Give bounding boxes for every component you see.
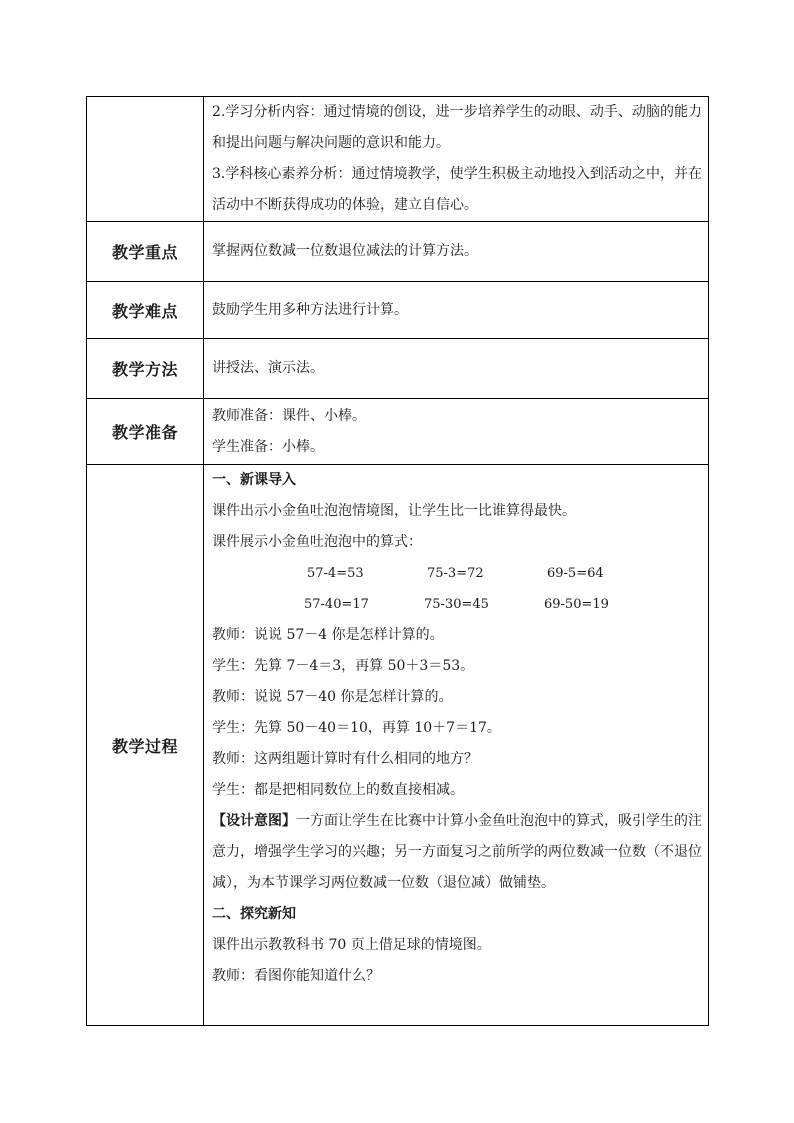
- analysis-line-2: 2.学习分析内容：通过情境的创设，进一步培养学生的动眼、动手、动脑的能力和提出问题与解决问题的意识和能力。: [212, 104, 702, 151]
- lesson-plan-table: [86, 96, 709, 1026]
- formula-row: [212, 558, 702, 589]
- formula: 69-5=64: [547, 566, 604, 581]
- analysis-cell: [204, 97, 709, 222]
- preparation-content: [204, 399, 709, 465]
- process-paragraph: 课件展示小金鱼吐泡泡中的算式：: [212, 534, 422, 550]
- section-heading-intro: 一、新课导入: [212, 472, 296, 488]
- dialogue-line: 教师：看图你能知道什么？: [212, 968, 380, 984]
- process-content: [204, 465, 709, 1026]
- method-content: 讲授法、演示法。: [204, 339, 709, 399]
- row-label-key-point: 教学重点: [87, 222, 204, 282]
- formula: 69-50=19: [544, 597, 609, 612]
- formula: 75-30=45: [424, 597, 489, 612]
- row-label-method: 教学方法: [87, 339, 204, 399]
- row-label-empty: [87, 97, 204, 222]
- design-intent-tag: 【设计意图】: [212, 813, 296, 829]
- section-heading-explore: 二、探究新知: [212, 906, 296, 922]
- design-intent-text: 一方面让学生在比赛中计算小金鱼吐泡泡中的算式，吸引学生的注意力，增强学生学习的兴趣；另一方面复习之前所学的两位数减一位数（不退位减），为本节课学习两位数减一位数（退位减）做铺垫。: [212, 813, 702, 891]
- formula: 57-40=17: [304, 597, 369, 612]
- analysis-line-3: 3.学科核心素养分析：通过情境教学，使学生积极主动地投入到活动之中，并在活动中不断获得成功的体验，建立自信心。: [212, 166, 702, 213]
- row-label-difficulty: 教学难点: [87, 282, 204, 339]
- table-row: [87, 282, 709, 339]
- dialogue-line: 教师：这两组题计算时有什么相同的地方？: [212, 751, 478, 767]
- dialogue-line: 学生：都是把相同数位上的数直接相减。: [212, 782, 464, 798]
- key-point-content: 掌握两位数减一位数退位减法的计算方法。: [204, 222, 709, 282]
- formula: 75-3=72: [427, 566, 484, 581]
- row-label-process: 教学过程: [87, 465, 204, 1026]
- process-paragraph: 课件出示教教科书 70 页上借足球的情境图。: [212, 937, 491, 953]
- table-row: [87, 339, 709, 399]
- process-paragraph: 课件出示小金鱼吐泡泡情境图，让学生比一比谁算得最快。: [212, 503, 576, 519]
- formula: 57-4=53: [307, 566, 364, 581]
- row-label-preparation: 教学准备: [87, 399, 204, 465]
- table-row: [87, 222, 709, 282]
- difficulty-content: 鼓励学生用多种方法进行计算。: [204, 282, 709, 339]
- dialogue-line: 学生：先算 50－40＝10，再算 10＋7＝17。: [212, 720, 501, 736]
- formula-row: [212, 589, 702, 620]
- teacher-preparation: 教师准备：课件、小棒。: [212, 407, 366, 424]
- table-row: [87, 97, 709, 222]
- dialogue-line: 教师：说说 57－4 你是怎样计算的。: [212, 627, 444, 643]
- design-intent-paragraph: [212, 806, 702, 899]
- dialogue-line: 学生：先算 7－4＝3，再算 50＋3＝53。: [212, 658, 475, 674]
- table-row: [87, 399, 709, 465]
- student-preparation: 学生准备：小棒。: [212, 438, 324, 455]
- table-row: [87, 465, 709, 1026]
- dialogue-line: 教师：说说 57－40 你是怎样计算的。: [212, 689, 453, 705]
